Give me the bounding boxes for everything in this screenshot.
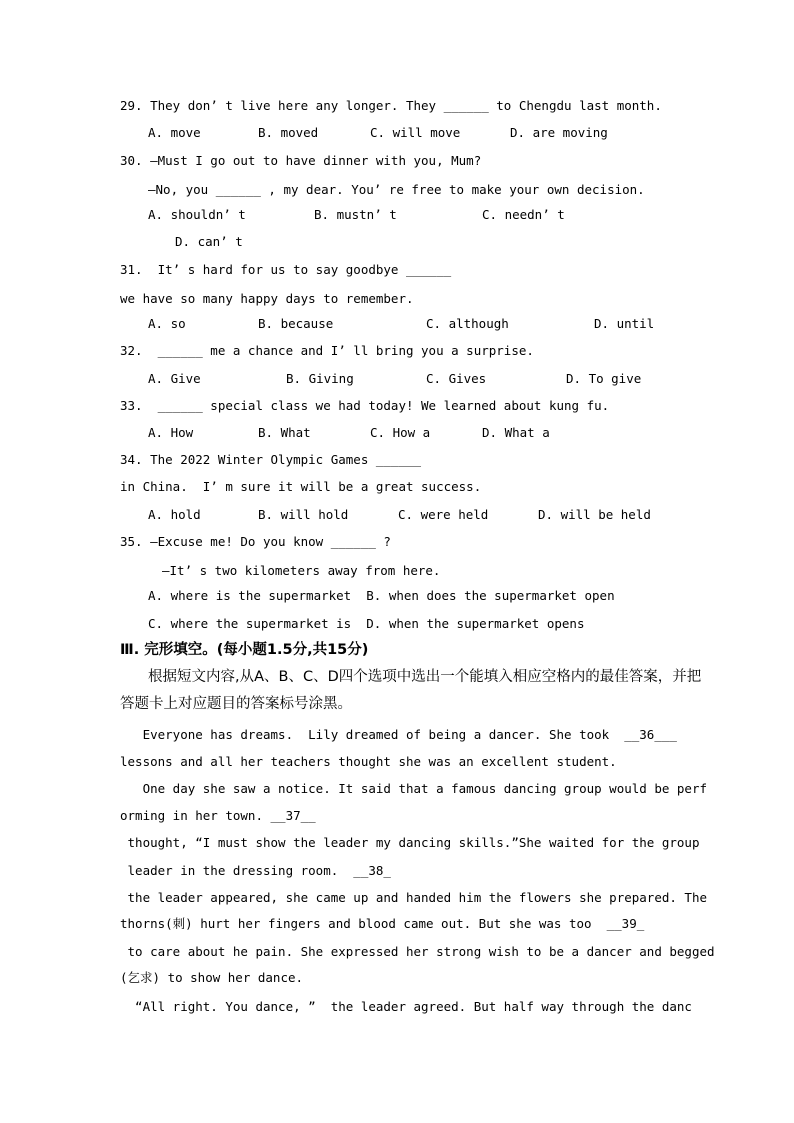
passage-line: orming in her town. __37__: [120, 808, 316, 823]
q33-stem: 33. ______ special class we had today! We learned about kung fu.: [120, 398, 610, 413]
q33-option-c: C. How a: [370, 425, 431, 440]
passage-line: the leader appeared, she came up and handed him the flowers she prepared. The: [120, 890, 707, 905]
q32-option-c: C. Gives: [426, 371, 487, 386]
q34-stem: 34. The 2022 Winter Olympic Games ______: [120, 452, 422, 467]
q35-stem: 35. —Excuse me! Do you know ______ ?: [120, 534, 391, 549]
q29-option-c: C. will move: [370, 125, 461, 140]
q30-reply: —No, you ______ , my dear. You’ re free to make your own decision.: [148, 182, 645, 197]
q31-option-a: A. so: [148, 316, 186, 331]
q34-option-d: D. will be held: [538, 507, 651, 522]
section-heading: Ⅲ. 完形填空。(每小题1.5分,共15分): [120, 642, 369, 658]
q30-option-d: D. can’ t: [175, 234, 243, 249]
q35-reply: —It’ s two kilometers away from here.: [162, 563, 441, 578]
section-instruction: 根据短文内容,从A、B、C、D四个选项中选出一个能填入相应空格内的最佳答案，并把: [148, 669, 702, 685]
q34-continuation: in China. I’ m sure it will be a great success.: [120, 479, 482, 494]
q31-option-c: C. although: [426, 316, 509, 331]
q35-options-cd: C. where the supermarket is D. when the supermarket opens: [148, 616, 585, 631]
q32-option-d: D. To give: [566, 371, 642, 386]
q31-option-b: B. because: [258, 316, 334, 331]
q33-option-a: A. How: [148, 425, 194, 440]
passage-line: (乞求) to show her dance.: [120, 970, 304, 985]
q33-option-d: D. What a: [482, 425, 550, 440]
q31-continuation: we have so many happy days to remember.: [120, 291, 414, 306]
q32-option-a: A. Give: [148, 371, 201, 386]
q34-option-b: B. will hold: [258, 507, 349, 522]
q33-option-b: B. What: [258, 425, 311, 440]
section-instruction-cont: 答题卡上对应题目的答案标号涂黑。: [120, 696, 352, 712]
q34-option-c: C. were held: [398, 507, 489, 522]
passage-line: lessons and all her teachers thought she was an excellent student.: [120, 754, 617, 769]
q29-option-a: A. move: [148, 125, 201, 140]
passage-line: “All right. You dance, ” the leader agreed. But half way through the danc: [120, 999, 692, 1014]
q32-option-b: B. Giving: [286, 371, 354, 386]
passage-line: Everyone has dreams. Lily dreamed of being a dancer. She took __36___: [120, 727, 677, 742]
q30-option-b: B. mustn’ t: [314, 207, 397, 222]
q30-option-a: A. shouldn’ t: [148, 207, 246, 222]
passage-line: thought, “I must show the leader my dancing skills.”She waited for the group: [120, 835, 700, 850]
passage-line: to care about he pain. She expressed her strong wish to be a dancer and begged: [120, 944, 715, 959]
q32-stem: 32. ______ me a chance and I’ ll bring you a surprise.: [120, 343, 534, 358]
passage-line: thorns(刺) hurt her fingers and blood came out. But she was too __39_: [120, 916, 645, 931]
passage-line: One day she saw a notice. It said that a famous dancing group would be perf: [120, 781, 707, 796]
q29-option-b: B. moved: [258, 125, 319, 140]
q30-option-c: C. needn’ t: [482, 207, 565, 222]
q31-stem: 31. It’ s hard for us to say goodbye ______: [120, 262, 452, 277]
q30-stem: 30. —Must I go out to have dinner with you, Mum?: [120, 153, 482, 168]
q35-options-ab: A. where is the supermarket B. when does the supermarket open: [148, 588, 615, 603]
q34-option-a: A. hold: [148, 507, 201, 522]
q29-stem: 29. They don’ t live here any longer. They ______ to Chengdu last month.: [120, 98, 662, 113]
q29-option-d: D. are moving: [510, 125, 608, 140]
q31-option-d: D. until: [594, 316, 655, 331]
passage-line: leader in the dressing room. __38_: [120, 863, 391, 878]
